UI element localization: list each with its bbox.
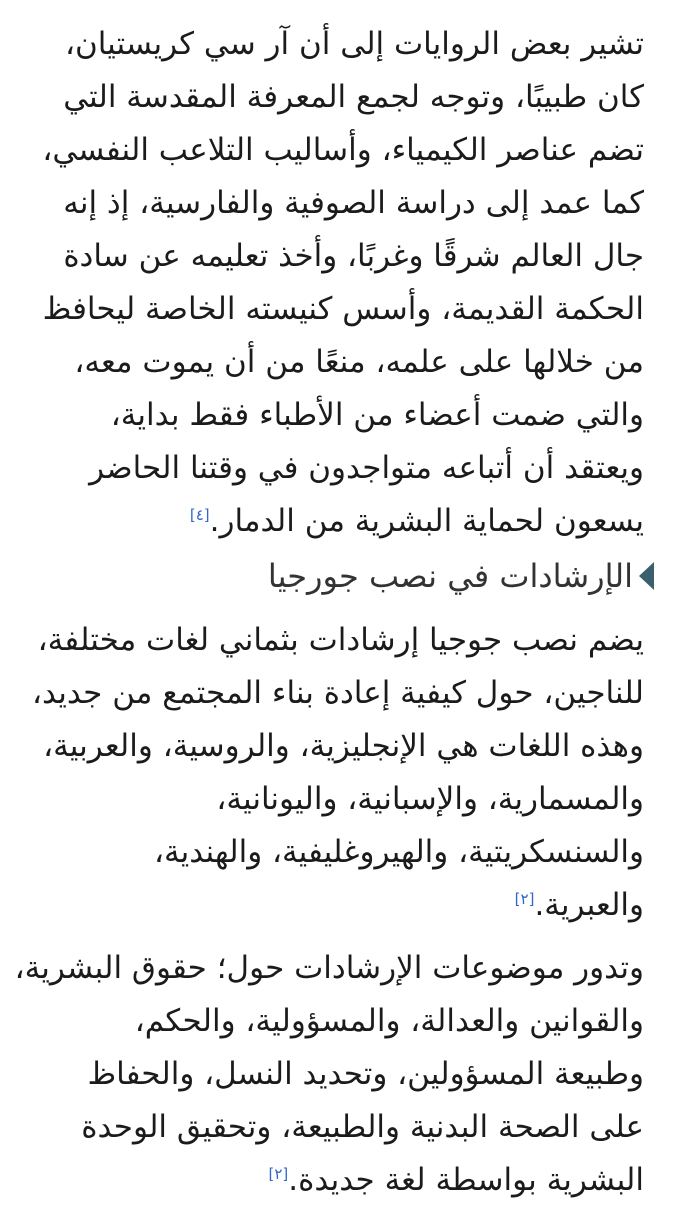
text-line: من خلالها على علمه، منعًا من أن يموت معه،	[74, 344, 644, 380]
text-line: جال العالم شرقًا وغربًا، وأخذ تعليمه عن سادة	[63, 238, 644, 274]
text-line: للناجين، حول كيفية إعادة بناء المجتمع من جديد،	[32, 675, 644, 711]
text-line: تشير بعض الروايات إلى أن آر سي كريستيان،	[64, 26, 644, 62]
text-line-with-reference	[30, 879, 644, 932]
text-line: ويعتقد أن أتباعه متواجدون في وقتنا الحاضر	[89, 450, 644, 486]
section-heading-text: الإرشادات في نصب جورجيا	[267, 557, 633, 595]
text-line-with-reference	[30, 1154, 644, 1207]
languages-paragraph	[30, 614, 644, 932]
section-heading	[268, 548, 654, 604]
text-line: البشرية بواسطة لغة جديدة.	[288, 1162, 644, 1198]
triangle-marker-icon	[639, 562, 654, 590]
text-line: وتدور موضوعات الإرشادات حول؛ حقوق البشرية،	[14, 950, 644, 986]
intro-paragraph	[30, 18, 644, 548]
text-line: يسعون لحماية البشرية من الدمار.	[209, 503, 644, 539]
text-line: والمسمارية، والإسبانية، واليونانية،	[216, 781, 644, 817]
text-line: الحكمة القديمة، وأسس كنيسته الخاصة ليحافظ	[42, 291, 644, 327]
text-line: والتي ضمت أعضاء من الأطباء فقط بداية،	[110, 397, 644, 433]
text-line: والقوانين والعدالة، والمسؤولية، والحكم،	[134, 1003, 644, 1039]
text-line: والسنسكريتية، والهيروغليفية، والهندية،	[153, 834, 644, 870]
text-line: وطبيعة المسؤولين، وتحديد النسل، والحفاظ	[87, 1056, 644, 1092]
text-line-with-reference	[30, 495, 644, 548]
text-line: كما عمد إلى دراسة الصوفية والفارسية، إذ إنه	[63, 185, 644, 221]
reference-link[interactable]: [٢]	[514, 889, 535, 908]
reference-link[interactable]: [٤]	[189, 505, 210, 524]
topics-paragraph	[14, 942, 644, 1207]
text-line: والعبرية.	[534, 887, 644, 923]
text-line: تضم عناصر الكيمياء، وأساليب التلاعب النفسي،	[42, 132, 644, 168]
reference-link[interactable]: [٢]	[268, 1164, 289, 1183]
text-line: كان طبيبًا، وتوجه لجمع المعرفة المقدسة التي	[63, 79, 644, 115]
text-line: على الصحة البدنية والطبيعة، وتحقيق الوحدة	[81, 1109, 644, 1145]
text-line: يضم نصب جوجيا إرشادات بثماني لغات مختلفة،	[37, 622, 644, 658]
text-line: وهذه اللغات هي الإنجليزية، والروسية، والعربية،	[43, 728, 644, 764]
